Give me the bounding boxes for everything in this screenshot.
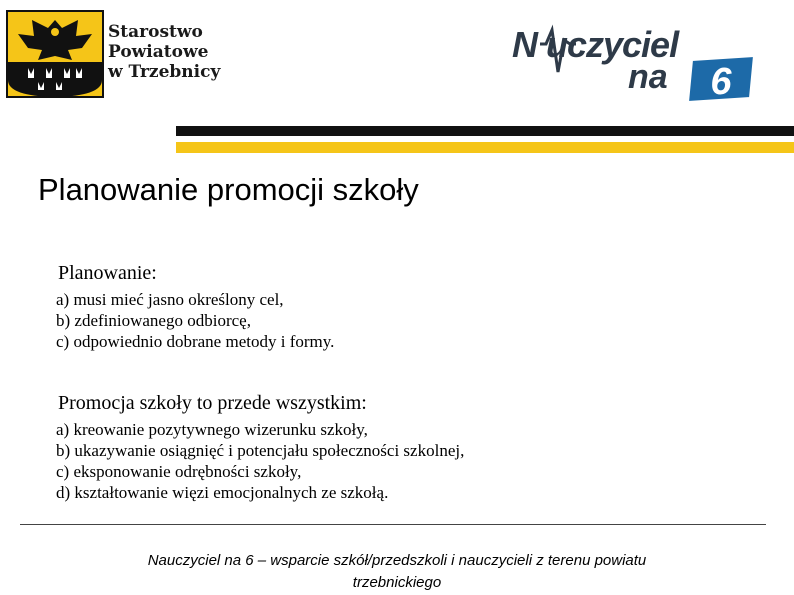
footer-divider (20, 524, 766, 525)
planning-section (58, 262, 334, 352)
coat-of-arms-icon (6, 10, 104, 98)
starostwo-line: Powiatowe (108, 42, 209, 62)
footer-line: Nauczyciel na 6 – wsparcie szkół/przedszkoli i nauczycieli z terenu powiatu (147, 552, 647, 569)
section-heading: Planowanie: (58, 262, 157, 284)
starostwo-name (108, 22, 220, 82)
footer-line: trzebnickiego (352, 574, 442, 591)
promotion-list (56, 419, 464, 503)
list-item: a) kreowanie pozytywnego wizerunku szkoły, (56, 420, 368, 439)
logo-word-nauczyciel: N uczyciel (512, 24, 679, 65)
starostwo-logo (6, 10, 226, 98)
header-bar-yellow (176, 142, 794, 153)
list-item: c) eksponowanie odrębności szkoły, (56, 462, 302, 481)
planning-list (56, 289, 334, 352)
page-title: Planowanie promocji szkoły (38, 172, 419, 207)
starostwo-line: w Trzebnicy (108, 62, 221, 82)
section-heading: Promocja szkoły to przede wszystkim: (58, 392, 367, 414)
number-six-badge-icon (684, 54, 758, 104)
list-item: d) kształtowanie więzi emocjonalnych ze szkołą. (56, 483, 389, 502)
promotion-section (58, 392, 464, 503)
list-item: c) odpowiednio dobrane metody i formy. (56, 332, 335, 351)
nauczyciel-na-6-logo (512, 14, 762, 106)
badge-number: 6 (710, 61, 732, 103)
header-bar-black (176, 126, 794, 136)
list-item: b) zdefiniowanego odbiorcę, (56, 311, 251, 330)
list-item: b) ukazywanie osiągnięć i potencjału społeczności szkolnej, (56, 441, 465, 460)
starostwo-line: Starostwo (108, 22, 203, 42)
footer-text (0, 550, 794, 594)
logo-word-na: na (628, 58, 668, 96)
list-item: a) musi mieć jasno określony cel, (56, 290, 284, 309)
